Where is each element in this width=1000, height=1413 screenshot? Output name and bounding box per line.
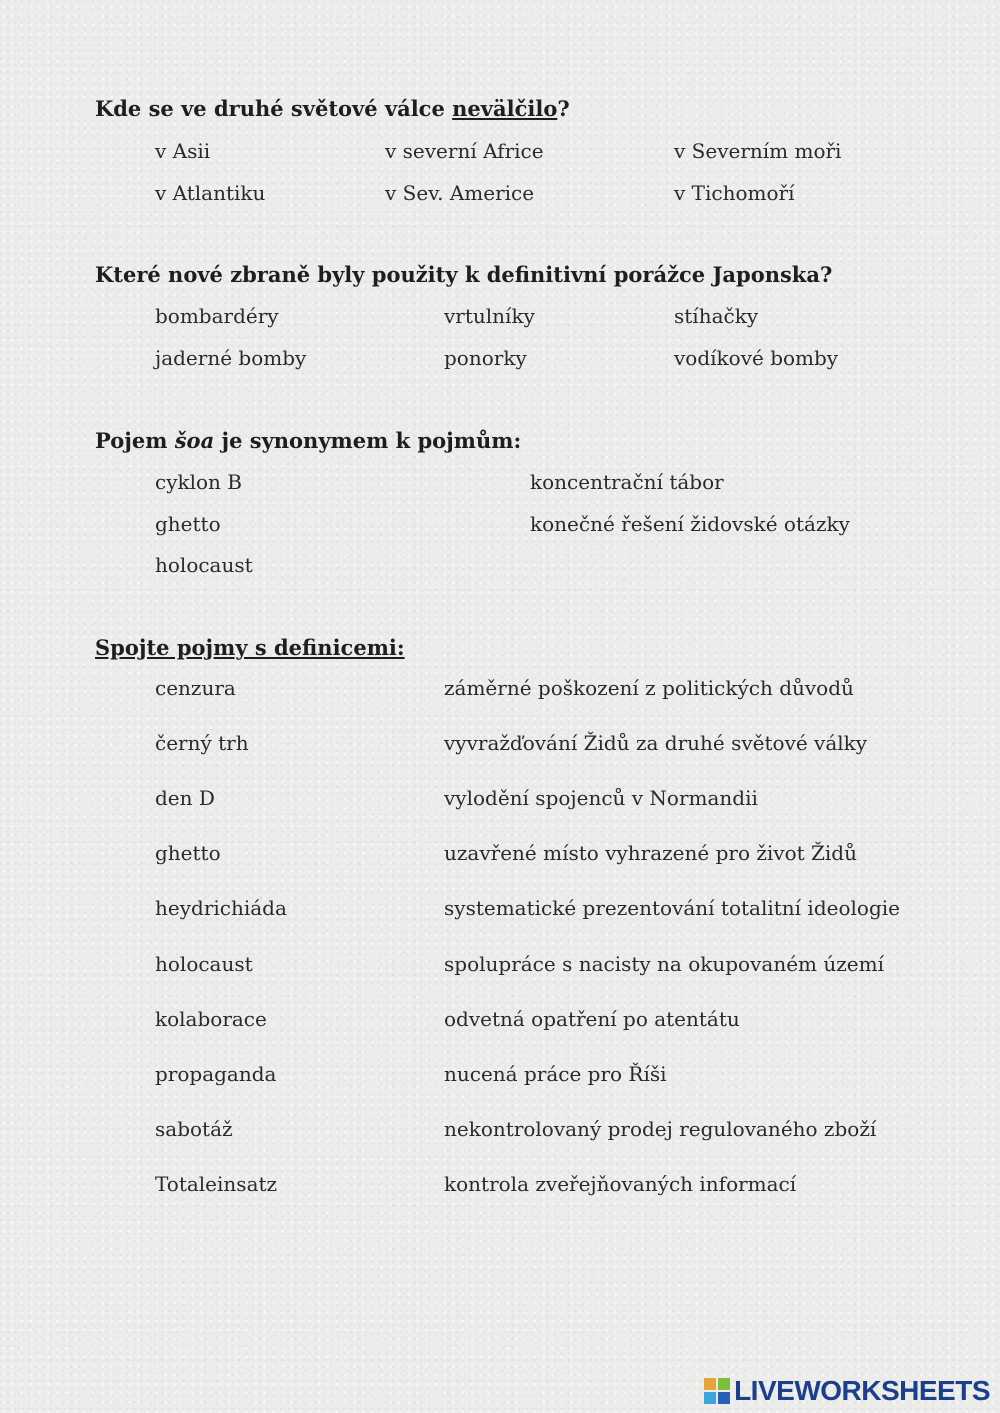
match-term[interactable]: den D xyxy=(155,786,215,810)
match-term[interactable]: propaganda xyxy=(155,1062,277,1086)
match-definition[interactable]: vyvražďování Židů za druhé světové války xyxy=(444,731,868,755)
q2-option[interactable]: stíhačky xyxy=(674,304,759,328)
question-1-underlined-word: nevälčilo xyxy=(452,96,558,121)
q3-option[interactable]: koncentrační tábor xyxy=(530,470,724,494)
q2-option[interactable]: vodíkové bomby xyxy=(674,346,839,370)
q1-option[interactable]: v severní Africe xyxy=(385,139,544,163)
question-1-mark: ? xyxy=(557,96,570,121)
question-3-title xyxy=(95,428,521,453)
match-term[interactable]: kolaborace xyxy=(155,1007,267,1031)
match-definition[interactable]: nucená práce pro Říši xyxy=(444,1062,667,1086)
q1-option[interactable]: v Asii xyxy=(155,139,211,163)
q2-option[interactable]: vrtulníky xyxy=(444,304,535,328)
logo-square xyxy=(718,1392,730,1404)
question-3-text: Pojem xyxy=(95,428,175,453)
liveworksheets-logo-icon xyxy=(704,1378,730,1404)
q3-option[interactable]: holocaust xyxy=(155,553,253,577)
match-definition[interactable]: vylodění spojenců v Normandii xyxy=(444,786,758,810)
logo-text: LIVEWORKSHEETS xyxy=(734,1375,990,1406)
q1-option[interactable]: v Severním moři xyxy=(674,139,842,163)
match-term[interactable]: ghetto xyxy=(155,841,221,865)
match-term[interactable]: černý trh xyxy=(155,731,249,755)
q2-option[interactable]: bombardéry xyxy=(155,304,279,328)
q1-option[interactable]: v Atlantiku xyxy=(155,181,266,205)
question-1-title xyxy=(95,96,570,121)
logo-square xyxy=(704,1392,716,1404)
match-term[interactable]: cenzura xyxy=(155,676,236,700)
logo-square xyxy=(718,1378,730,1390)
match-definition[interactable]: odvetná opatření po atentátu xyxy=(444,1007,740,1031)
question-3-text-end: je synonymem k pojmům: xyxy=(214,428,522,453)
question-1-text: Kde se ve druhé světové válce xyxy=(95,96,453,121)
match-term[interactable]: Totaleinsatz xyxy=(155,1172,278,1196)
q3-option[interactable]: konečné řešení židovské otázky xyxy=(530,512,850,536)
match-definition[interactable]: systematické prezentování totalitní ideologie xyxy=(444,896,900,920)
match-term[interactable]: heydrichiáda xyxy=(155,896,287,920)
match-definition[interactable]: kontrola zveřejňovaných informací xyxy=(444,1172,797,1196)
match-definition[interactable]: záměrné poškození z politických důvodů xyxy=(444,676,854,700)
question-2-title: Které nové zbraně byly použity k definitivní porážce Japonska? xyxy=(95,262,833,287)
q2-option[interactable]: jaderné bomby xyxy=(155,346,307,370)
q3-option[interactable]: ghetto xyxy=(155,512,221,536)
question-3-term: šoa xyxy=(174,428,215,453)
match-term[interactable]: holocaust xyxy=(155,952,253,976)
q2-option[interactable]: ponorky xyxy=(444,346,527,370)
question-4-title: Spojte pojmy s definicemi: xyxy=(95,635,405,660)
q3-option[interactable]: cyklon B xyxy=(155,470,242,494)
q1-option[interactable]: v Sev. Americe xyxy=(385,181,535,205)
match-term[interactable]: sabotáž xyxy=(155,1117,233,1141)
match-definition[interactable]: spolupráce s nacisty na okupovaném území xyxy=(444,952,884,976)
match-definition[interactable]: nekontrolovaný prodej regulovaného zboží xyxy=(444,1117,877,1141)
match-definition[interactable]: uzavřené místo vyhrazené pro život Židů xyxy=(444,841,857,865)
q1-option[interactable]: v Tichomoří xyxy=(674,181,795,205)
logo-square xyxy=(704,1378,716,1390)
liveworksheets-logo xyxy=(704,1375,990,1407)
